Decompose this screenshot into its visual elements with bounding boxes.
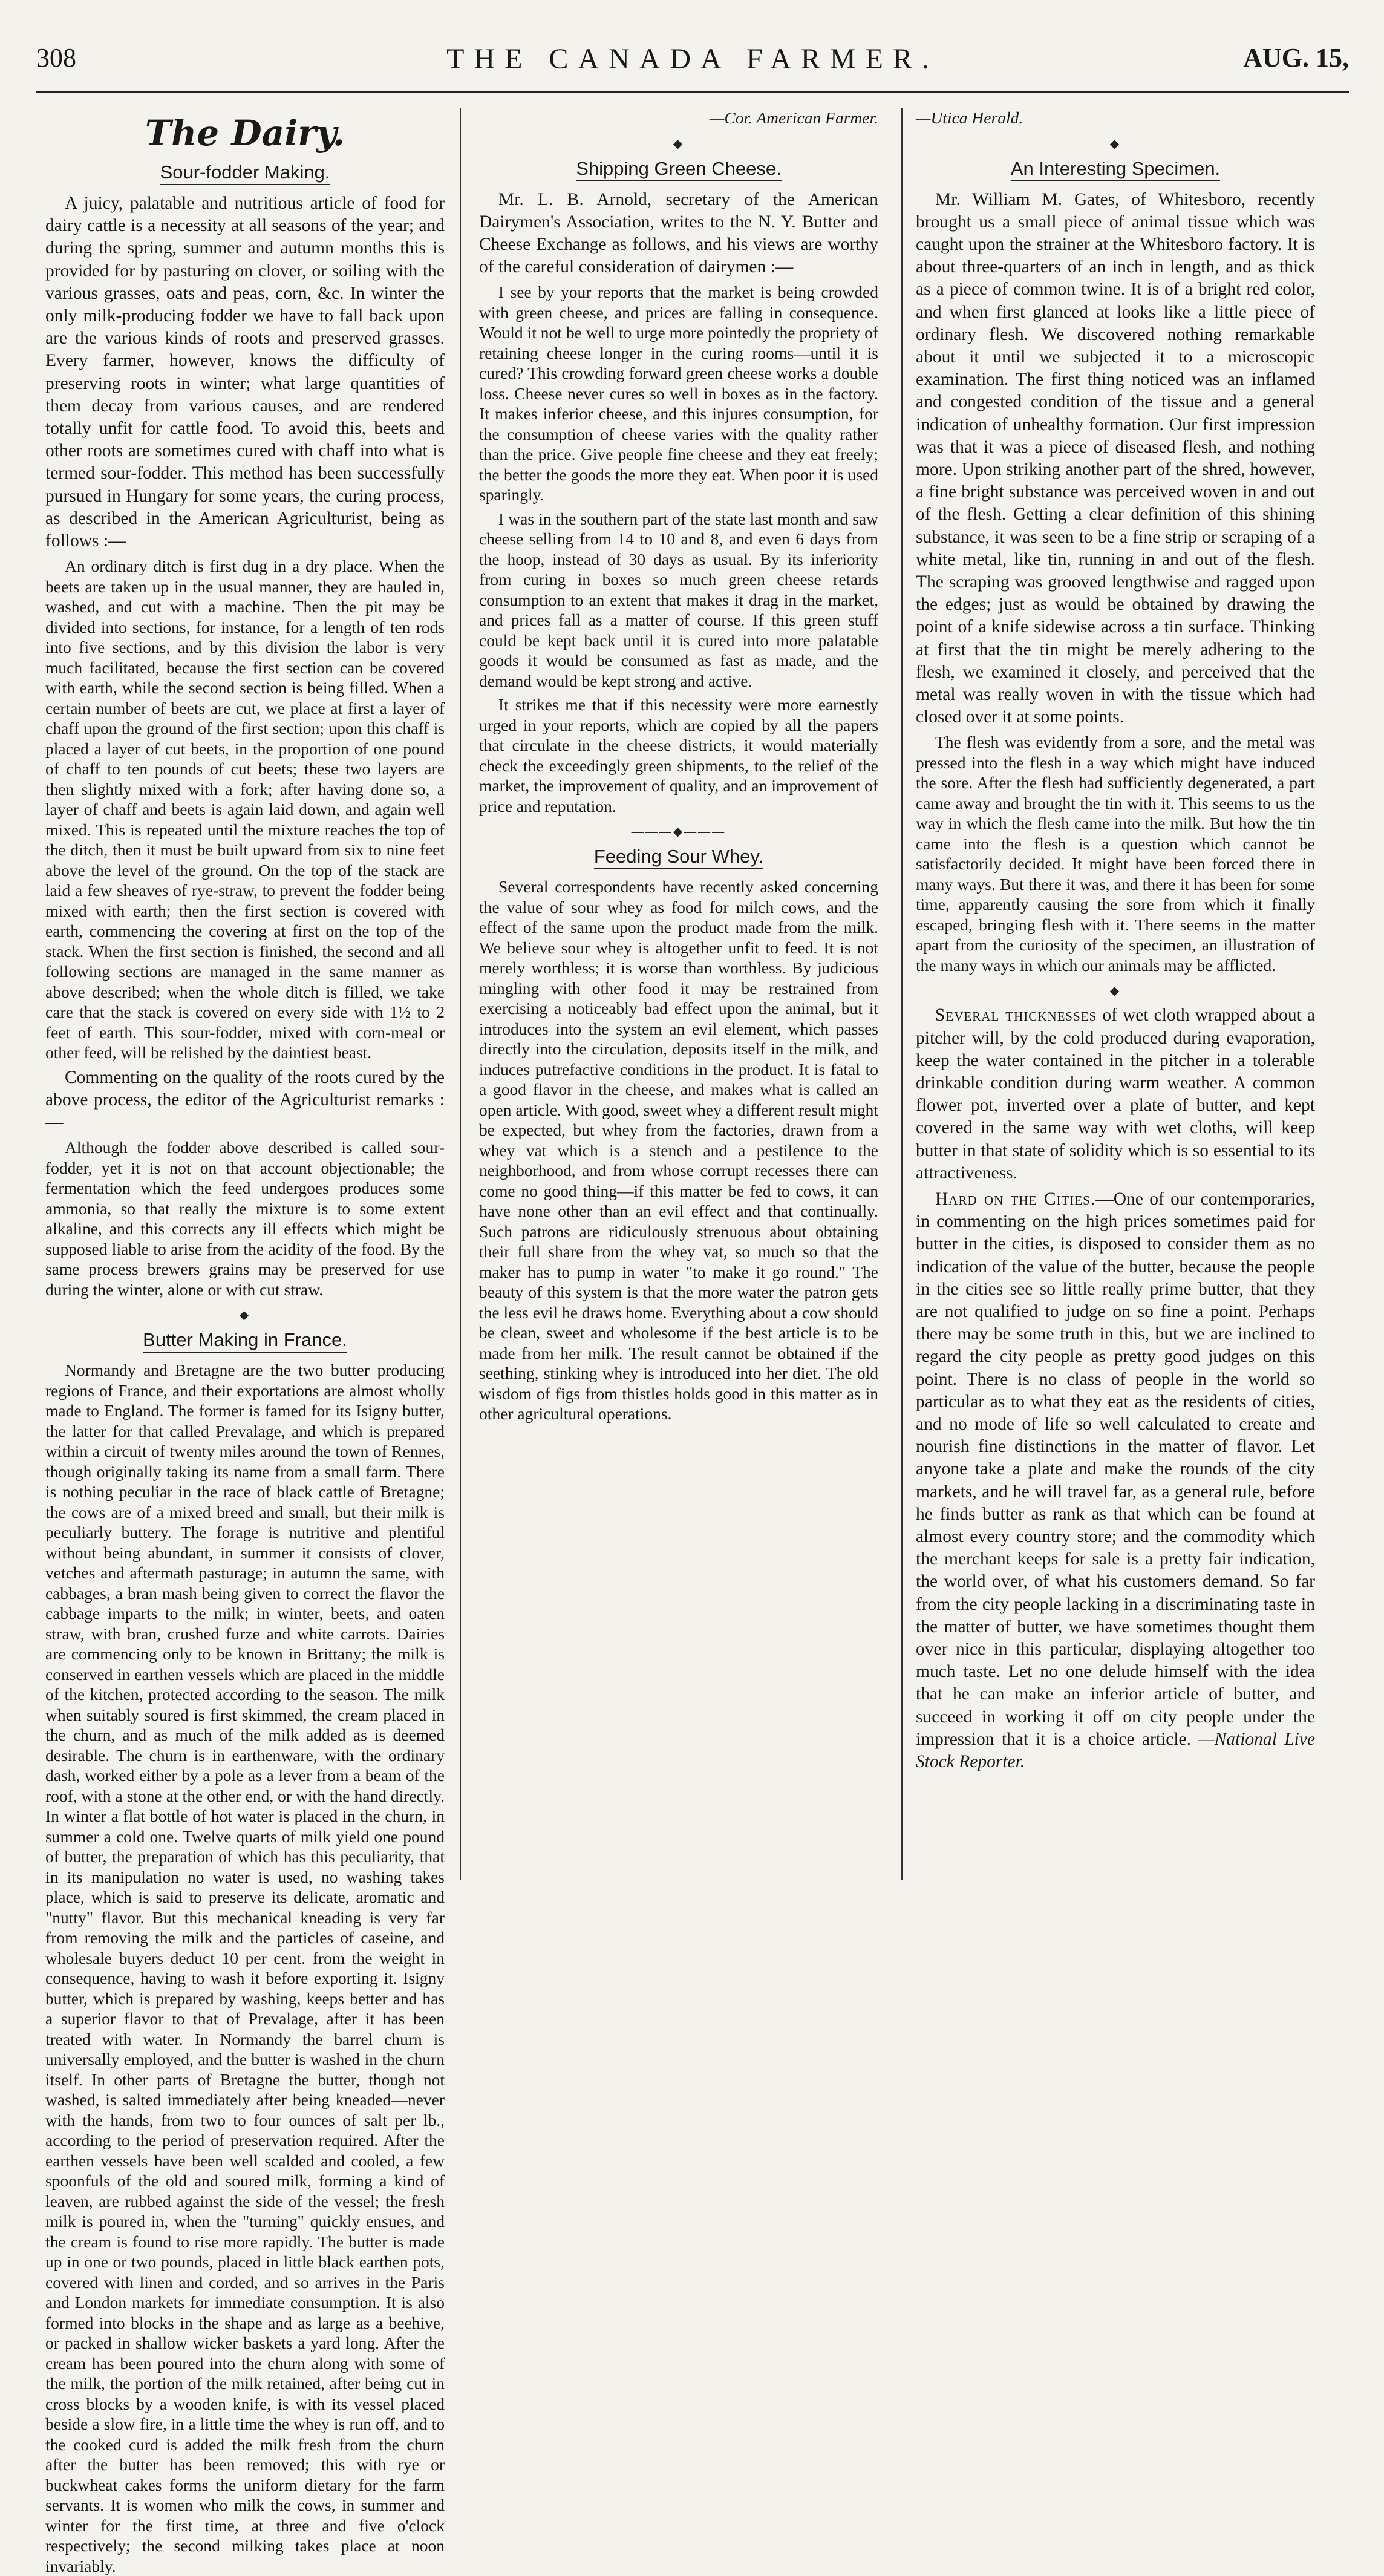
newspaper-title: THE CANADA FARMER. (446, 43, 939, 75)
paragraph: It strikes me that if this necessity were more earnestly urged in your reports, which are copied by all the papers that circulate in the cheese districts, it would materially check the exceedingly green shipments, to the relief of the market, the improvement of quality, and an improvement of price and reputation. (479, 695, 878, 816)
page-number: 308 (36, 43, 76, 73)
paragraph-wet-cloth (916, 1004, 1315, 1185)
issue-date: AUG. 15, (1243, 43, 1349, 73)
paragraph-text: of wet cloth wrapped about a pitcher will, by the cold produced during evaporation, keep the water contained in the pitcher in a tolerable drinkable condition during warm weather. A common flower pot, inverted over a plate of butter, and kept covered in the same way with wet cloths, will keep butter in that state of solidity which is so essential to its attractiveness. (916, 1005, 1316, 1183)
divider-ornament: ———◆——— (631, 825, 726, 839)
paragraph-text: —One of our contemporaries, in commenting on the high prices sometimes paid for butter in the cities, is disposed to consider them as no indication of the value of the butter, because the people in the cities see so little really prime butter, that they are not qualified to judge on so fine a point. Perhaps there may be some truth in this, but we are inclined to regard the city people as pretty good judges on this point. There is no class of people in the world so particular as to what they eat as the residents of cities, and no mode of life so well calculated to create and nourish fine distinctions in the matter of flavor. Let anyone take a plate and make the rounds of the city markets, and he will travel far, as a general rule, before he finds butter as rank as that which can be found at almost every country store; and the commodity which the merchant keeps for sale is a pretty fair indication, the world over, of what his customers demand. So far from the city people lacking in a discriminating taste in the matter of butter, we have sometimes thought them over nice in this particular, displaying altogether too much taste. Let no one delude himself with the idea that he can make an inferior article of butter, and succeed in working it off on city people under the impression that it is a choice article. (916, 1189, 1315, 1749)
divider-ornament: ———◆——— (1068, 137, 1163, 151)
paragraph: A juicy, palatable and nutritious article of food for dairy cattle is a necessity at all seasons of the year; and during the spring, summer and autumn months this is provided for by pasturing on clover, or soiling with the various grasses, oats and peas, corn, &c. In winter the only milk-producing fodder we have to fall back upon are the various kinds of roots and preserved grasses. Every farmer, however, knows the difficulty of preserving roots in winter; what large quantities of them decay from various causes, and are rendered totally unfit for cattle food. To avoid this, beets and other roots are sometimes cured with chaff into what is termed sour-fodder. This method has been successfully pursued in Hungary for some years, the curing process, as described in the American Agriculturist, being as follows :— (45, 194, 445, 551)
column-divider (901, 108, 903, 1880)
article-title-sour-fodder: Sour-fodder Making. (45, 161, 445, 184)
lead-in: Hard on the Cities. (935, 1189, 1096, 1209)
signature: —Utica Herald. (916, 108, 1023, 127)
signature: —Cor. American Farmer. (709, 108, 878, 127)
paragraph-cities (916, 1188, 1315, 1773)
paragraph: An ordinary ditch is first dug in a dry place. When the beets are taken up in the usual manner, they are hauled in, washed, and cut with a machine. Then the pit may be divided into sections, for instance, for a length of ten rods into five sections, and by this division the labor is very much facilitated, because the first section can be covered with earth, while the second section is being filled. When a certain number of beets are cut, we place at first a layer of chaff upon the ground of the first section; upon this chaff is placed a layer of cut beets, in the proportion of one pound of chaff to ten pounds of cut beets; these two layers are then slightly mixed with a fork; after having done so, a layer of chaff and beets is again laid down, and again well mixed. This is repeated until the mixture reaches the top of the ditch, then it must be built upward from six to nine feet above the level of the ground. On the top of the stack are laid a few sheaves of rye-straw, to prevent the fodder being mixed with earth; then the first section is covered with earth, commencing the covering at first on the top of the stack. When the first section is finished, the second and all following sections are managed in the same manner as above described; when the whole ditch is filled, we take care that the stack is covered on every side with 1½ to 2 feet of earth. This sour-fodder, mixed with corn-meal or other feed, will be relished by the daintiest beast. (45, 557, 445, 1062)
paragraph: Although the fodder above described is called sour-fodder, yet it is not on that account objectionable; the fermentation which the feed undergoes produces some ammonia, so that really the mixture is to some extent alkaline, and this corrects any ill effects which might be supposed liable to arise from the acidity of the food. By the same process brewers grains may be preserved for use during the winter, alone or with cut straw. (45, 1138, 445, 1299)
paragraph: Normandy and Bretagne are the two butter producing regions of France, and their exportations are almost wholly made to England. The former is famed for its Isigny butter, the latter for that called Prevalage, and which is prepared within a circuit of twenty miles around the town of Rennes, though originally taking its name from a small farm. There is nothing peculiar in the race of black cattle of Bretagne; the cows are of a mixed breed and small, but their milk is peculiarly buttery. The forage is nutritive and plentiful without being abundant, in summer it consists of clover, vetches and aftermath pasturage; in autumn the same, with cabbages, a bran mash being given to correct the flavor the cabbage imparts to the milk; in winter, beets, and oaten straw, with bran, crushed furze and white carrots. Dairies are commencing only to be known in Brittany; the milk is conserved in earthen vessels which are placed in the middle of the kitchen, protected according to the season. The milk when suitably soured is first skimmed, the cream placed in the churn, and as much of the milk added as is deemed desirable. The churn is in earthenware, with the ordinary dash, worked either by a pole as a lever from a beam of the roof, with a stone at the other end, or with the hand directly. In winter a flat bottle of hot water is placed in the churn, in summer a cold one. Twelve quarts of milk yield one pound of butter, the preparation of which has this peculiarity, that in its manipulation no water is used, no washing takes place, which is said to preserve its delicate, aromatic and "nutty" flavor. But this mechanical kneading is very far from removing the milk and the particles of caseine, and wholesale buyers deduct 10 per cent. from the weight in consequence, having to wash it before exporting it. Isigny butter, which is prepared by washing, keeps better and has a superior flavor to that of Prevalage, after it has been treated with water. In Normandy the barrel churn is universally employed, and the butter is washed in the churn itself. In other parts of Bretagne the butter, though not washed, is salted immediately after being kneaded—never with the hands, from two to four ounces of salt per lb., according to the period of preservation required. After the earthen vessels have been well scalded and cooled, a few spoonfuls of the old and soured milk, forming a kind of leaven, are rubbed against the side of the vessel; the fresh milk is poured in, when the "turning" quickly ensues, and the cream is found to rise more rapidly. The butter is made up in one or two pounds, placed in little black earthen pots, covered with linen and corded, and so arrives in the Paris and London markets for immediate consumption. It is also formed into blocks in the shape and as large as a beehive, or packed in shallow wicker baskets a yard long. After the cream has been poured into the churn along with some of the milk, the portion of the milk retained, after being cut in cross blocks by a wooden knife, is with its vessel placed beside a slow fire, in a little time the whey is run off, and to the cooked curd is added the milk fresh from the churn after the butter has been removed; this with rye or buckwheat cakes forms the uniform dietary for the farm servants. It is women who milk the cows, in summer and winter for the first time, at three and five o'clock respectively; the second milking takes place at noon invariably. (45, 1361, 445, 2575)
column-2 (479, 108, 878, 1880)
article-title-butter-france: Butter Making in France. (45, 1329, 445, 1352)
header-rule (36, 91, 1349, 93)
article-title-specimen: An Interesting Specimen. (916, 157, 1315, 180)
paragraph: I see by your reports that the market is being crowded with green cheese, and prices are falling in consequence. Would it not be well to urge more pointedly the propriety of retaining cheese longer in the curing rooms—until it is cured? This crowding forward green cheese works a double loss. Cheese never cures so well in boxes as in the factory. It makes inferior cheese, and this injures consumption, for the consumption of cheese varies with the quality rather than the price. Give people fine cheese and they eat freely; the better the goods the more they eat. When poor it is used sparingly. (479, 283, 878, 505)
article-title-sour-whey: Feeding Sour Whey. (479, 845, 878, 868)
article-title-green-cheese: Shipping Green Cheese. (479, 157, 878, 180)
lead-in: Several thicknesses (935, 1005, 1097, 1025)
column-3 (916, 108, 1315, 1880)
paragraph: Mr. William M. Gates, of Whitesboro, recently brought us a small piece of animal tissue which was caught upon the strainer at the Whitesboro factory. It is about three-quarters of an inch in length, and as thick as a piece of common twine. It is of a bright red color, and when first glanced at looks like a little piece of ordinary flesh. We discovered nothing remarkable about it until we subjected it to a microscopic examination. The first thing noticed was an inflamed and congested condition of the tissue and a general indication of unhealthy formation. Our first impression was that it was a piece of diseased flesh, and nothing more. Upon striking another part of the shred, however, a fine bright substance was perceived woven in and out of the flesh. Getting a clear definition of this shining substance, it was seen to be a fine strip or scraping of a white metal, like tin, running in and out of the flesh. The scraping was grooved lengthwise and ragged upon the edges; just as would be obtained by drawing the point of a knife sidewise across a tin surface. Thinking at first that the tin might be merely adhering to the flesh, we examined it closely, and perceived that the metal was really woven in with the tissue which had closed over it at some points. (916, 189, 1315, 727)
section-title: The Dairy. (145, 113, 345, 154)
paragraph: Several correspondents have recently asked concerning the value of sour whey as food for milch cows, and the effect of the same upon the product made from the milk. We believe sour whey is altogether unfit to feed. It is not merely worthless; it is worse than worthless. By judicious mingling with other food it may be restrained from exercising a noticeably bad effect upon the animal, but it introduces into the system an evil element, which passes directly into the circulation, deposits itself in the milk, and induces putrefactive conditions in the product. It is fatal to a good flavor in the cheese, and makes what is called an open article. With good, sweet whey a different result might be expected, but whey from the factories, drawn from a whey vat which is a stench and a pestilence to the neighborhood, and from whose corrupt recesses there can come no good thing—if this matter be fed to cows, it can have none other than an evil effect and that continually. Such patrons are ridiculously strenuous about obtaining their full share from the whey vat, so much so that the maker has to pump in water "to make it go round." The beauty of this system is that the more water the patron gets the less evil he draws home. Everything about a cow should be clean, sweet and wholesome if the best article is to be made from her milk. The result cannot be obtained if the seething, stinking whey is introduced into her diet. The old wisdom of figs from thistles holds good in this matter as in other agricultural operations. (479, 877, 878, 1424)
paragraph: Mr. L. B. Arnold, secretary of the American Dairymen's Association, writes to the N. Y. Butter and Cheese Exchange as follows, and his views are worthy of the careful consideration of dairymen :— (479, 189, 878, 277)
divider-ornament: ———◆——— (1068, 984, 1163, 998)
paragraph: The flesh was evidently from a sore, and the metal was pressed into the flesh in a way which might have induced the sore. After the flesh had sufficiently degenerated, a part came away and brought the tin with it. This seems to us the way in which the flesh came into the milk. But how the tin came into the flesh is a question which cannot be satisfactorily decided. It might have been forced there in many ways. But there it was, and there it has been for some time, apparently causing the sore from which it finally escaped, bringing flesh with it. There seems in the matter apart from the curiosity of the specimen, an illustration of the many ways in which our animals may be afflicted. (916, 733, 1315, 975)
divider-ornament: ———◆——— (197, 1309, 293, 1322)
paragraph: Commenting on the quality of the roots cured by the above process, the editor of the Agriculturist remarks :— (45, 1067, 445, 1133)
column-1 (45, 108, 445, 2575)
page-header (36, 42, 1349, 85)
divider-ornament: ———◆——— (631, 137, 726, 151)
column-divider (460, 108, 461, 1880)
paragraph: I was in the southern part of the state last month and saw cheese selling from 14 to 10 and 8, and even 6 days from the hoop, instead of 30 days as usual. By its inferiority from curing in boxes so much green cheese retards consumption to an extent that makes it drag in the market, and prices fall as a matter of course. If this green stuff could be kept back until it is cured into more palatable goods it would be consumed as fast as made, and the demand would be kept strong and active. (479, 509, 878, 690)
signature: —National Live Stock Reporter. (916, 1729, 1315, 1772)
